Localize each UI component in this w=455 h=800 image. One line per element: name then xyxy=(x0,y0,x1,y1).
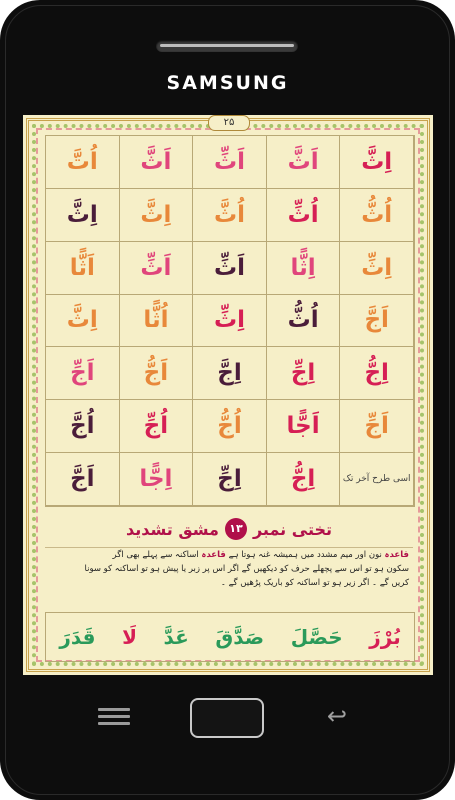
grid-cell: اَثِّ xyxy=(193,136,267,189)
grid-cell: اِثًّا xyxy=(267,242,341,295)
back-button[interactable] xyxy=(320,704,354,728)
practice-word: صَدَّقَ xyxy=(215,625,265,649)
grid-cell: اِثَّ xyxy=(46,295,120,348)
brand-logo: SAMSUNG xyxy=(166,72,289,94)
grid-cell: اُثُّ xyxy=(267,295,341,348)
rule-line-2: سکون ہو تو اس سے پچھلے حرف کو دیکھیں گے اگر اس پر زبر یا پیش ہو تو اساکنہ کو سونا xyxy=(84,564,409,574)
hardware-navbar xyxy=(0,690,455,760)
grid-cell: اُثِّ xyxy=(267,189,341,242)
grid-cell: اُتَّ xyxy=(46,136,120,189)
grid-cell: اِجِّ xyxy=(267,347,341,400)
home-button[interactable] xyxy=(190,698,264,738)
grid-cell: اُجُّ xyxy=(193,400,267,453)
grid-cell: اَجًّا xyxy=(267,400,341,453)
grid-cell: اَجَّ xyxy=(340,295,414,348)
grid-cell: اِثَّ xyxy=(120,189,194,242)
page-number: ۲۵ xyxy=(208,115,250,131)
grid-cell: اَثَّ xyxy=(267,136,341,189)
earpiece-speaker xyxy=(156,40,298,52)
practice-word: حَصَّلَ xyxy=(290,625,343,649)
rule-line-3: کریں گے ۔ اگر زیر ہو تو اساکنہ کو باریک پڑھیں گے ۔ xyxy=(220,578,409,588)
lesson-title-right: تختی نمبر xyxy=(252,519,333,539)
practice-word: قَدَرَ xyxy=(59,625,96,649)
rule-line-1b: اساکنہ سے پہلے بھی اگر xyxy=(112,550,199,560)
grid-cell: اِجِّ xyxy=(193,453,267,506)
grid-cell: اِثَّ xyxy=(46,189,120,242)
grid-cell: اَثِّ xyxy=(193,242,267,295)
grid-cell: اَثًّا xyxy=(46,242,120,295)
grid-cell: اِثِّ xyxy=(193,295,267,348)
grid-cell: اُثُّ xyxy=(340,189,414,242)
lesson-title xyxy=(45,513,413,545)
lesson-title-left: مشق تشدید xyxy=(126,519,219,539)
lesson-number-badge: ۱۳ xyxy=(225,518,247,540)
grid-cell: اَثِّ xyxy=(120,242,194,295)
grid-cell: اِجُّ xyxy=(340,347,414,400)
letters-grid xyxy=(45,135,415,507)
grid-cell: اَجُّ xyxy=(120,347,194,400)
grid-cell: اُثًّا xyxy=(120,295,194,348)
rule-text xyxy=(45,547,413,609)
grid-cell: اِثِّ xyxy=(340,242,414,295)
practice-word: عَدَّ xyxy=(163,625,189,649)
grid-cell: اَجِّ xyxy=(46,347,120,400)
grid-cell: اُجَّ xyxy=(46,400,120,453)
practice-word: لَا xyxy=(122,625,137,649)
grid-cell: اَجِّ xyxy=(340,400,414,453)
grid-note: اسی طرح آخر تک xyxy=(340,453,414,506)
grid-cell: اِجُّ xyxy=(267,453,341,506)
grid-cell: اِجَّ xyxy=(193,347,267,400)
menu-icon xyxy=(98,708,130,711)
rule-line-1: نون اور میم مشدد میں ہمیشہ غنہ ہوتا ہے xyxy=(228,550,382,560)
grid-cell: اَجَّ xyxy=(46,453,120,506)
grid-cell: اُثَّ xyxy=(193,189,267,242)
grid-cell: اِثَّ xyxy=(340,136,414,189)
rule-label: قاعدہ xyxy=(384,550,409,560)
menu-button[interactable] xyxy=(98,708,130,726)
grid-cell: اُجِّ xyxy=(120,400,194,453)
rule-label-2: قاعدہ xyxy=(201,550,226,560)
back-arrow-icon: ↩ xyxy=(326,702,348,730)
grid-cell: اَثَّ xyxy=(120,136,194,189)
practice-word: بُرْزَ xyxy=(369,625,401,649)
practice-words xyxy=(45,612,415,662)
screen xyxy=(23,115,433,675)
grid-cell: اِجًّا xyxy=(120,453,194,506)
